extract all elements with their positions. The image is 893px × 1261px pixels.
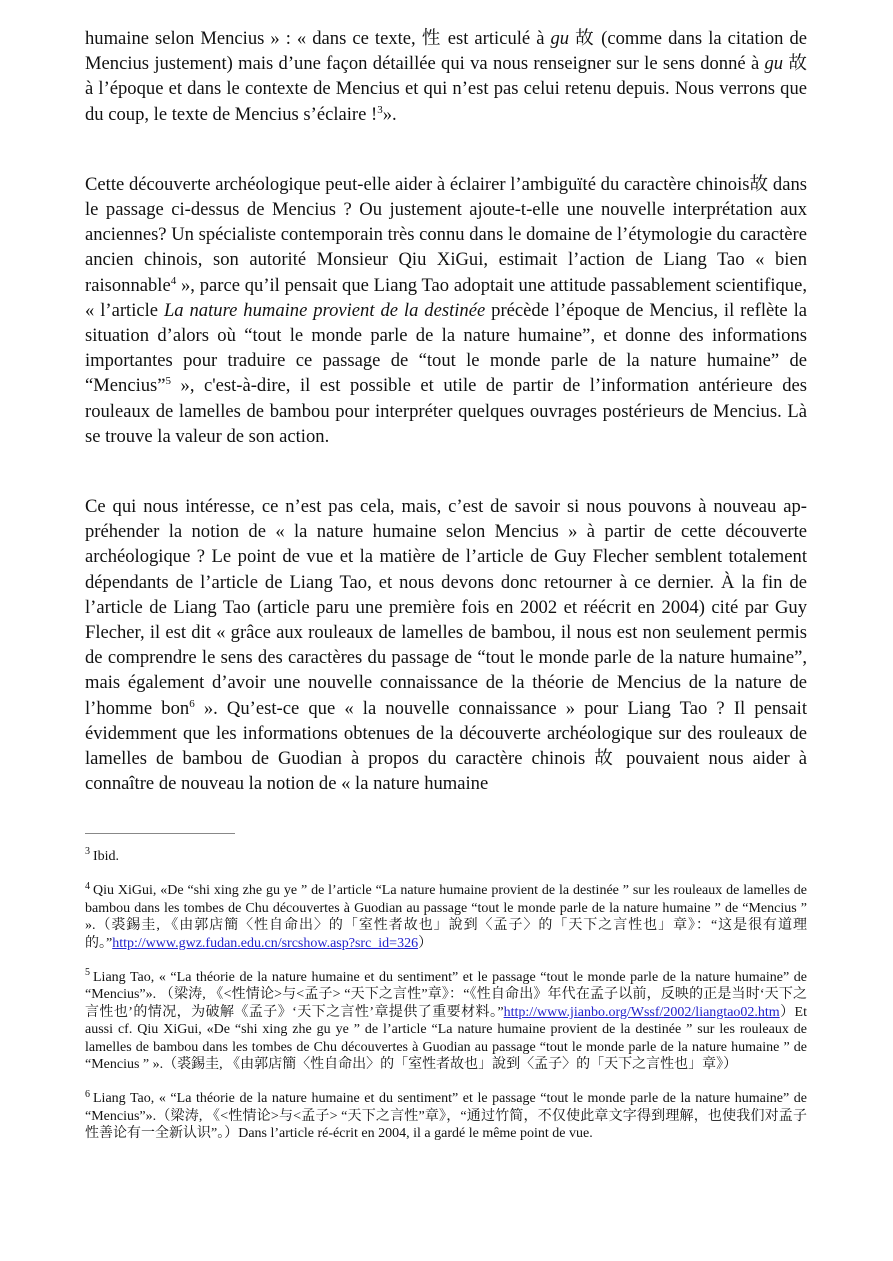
paragraph-1 — [85, 26, 807, 127]
text-segment: ） — [418, 935, 433, 951]
text-segment: », parce qu’il pensait que Liang Tao adoptait une attitude passablement scientifique, « l’article — [85, 274, 807, 321]
footnote-number: 3 — [85, 846, 90, 858]
text-segment: humaine selon Mencius » : « dans ce texte, 性 est articulé à — [85, 28, 551, 49]
text-segment: Ce qui nous intéresse, ce n’est pas cela, mais, c’est de savoir si nous pouvons à nouveau appréhender la notion de « la nature humaine selon Mencius » à partir de cette découverte archéologique ? Le point de vue et la matière de l’article de Guy Flecher semblent totalement dépendants de l’article de Liang Tao, et nous devons donc retourner à ce dernier. À la fin de l’article de Liang Tao (article paru une première fois en 2002 et réécrit en 2004) cité par Guy Flecher, il est dit « grâce aux rouleaux de lamelles de bambou, il nous est non seulement permis de comprendre le sens des caractères du passage de “tout le monde parle de la nature humaine”, mais également d’avoir une nouvelle connaissance de la théorie de Mencius de la nature de l’homme bon — [85, 496, 807, 719]
footnote-reference[interactable]: 4 — [170, 274, 177, 287]
footnote-6 — [85, 1090, 807, 1142]
italic-text: gu — [764, 53, 784, 75]
paragraph-3 — [85, 494, 807, 796]
footnote-link[interactable]: http://www.gwz.fudan.edu.cn/srcshow.asp?src_id=326 — [112, 935, 419, 951]
document-body — [85, 26, 807, 796]
footnote-link[interactable]: http://www.jianbo.org/Wssf/2002/liangtao02.htm — [503, 1004, 780, 1020]
text-segment: Cette découverte archéologique peut-elle aider à éclairer l’ambiguïté du caractère chinois故 dans le passage ci-dessus de Mencius ? Ou justement ajoute-t-elle une nouvelle interprétation aux anciennes? Un spécialiste contemporain très connu dans le domaine de l’étymologie du caractère ancien chinois, son autorité Monsieur Qiu XiGui, estimait l’action de Liang Tao « bien raisonnable — [85, 173, 807, 296]
footnote-number: 5 — [85, 967, 90, 979]
footnotes — [85, 848, 807, 1160]
text-segment: Liang Tao, « “La théorie de la nature humaine et du sentiment” et le passage “tout le monde parle de la nature humaine” de “Mencius”». （梁涛, 《<性情论>与<孟子> “天下之言性”章》：“《性自命出》年代在孟子以前，反映的正是当时‘天下之言性也’的情况，为破解《孟子》‘天下之言性’章提供了重要材料。” — [85, 970, 807, 1020]
text-segment: ». — [382, 103, 397, 125]
italic-text: gu — [550, 28, 570, 49]
text-segment: Qiu XiGui, «De “shi xing zhe gu ye ” de l’article “La nature humaine provient de la destinée ” sur les rouleaux de lamelles de bambou dans les tombes de Chu découvertes à Guodian au passage “tout le monde parle de la nature humaine ” de “Mencius ” ».（裘錫圭, 《由郭店簡〈性自命出〉的「室性者故也」說到〈孟子〉的「天下之言性也」章》：“这是很有道理的。” — [85, 883, 807, 951]
footnote-reference[interactable]: 3 — [377, 103, 383, 116]
paragraph-2 — [85, 172, 807, 449]
text-segment: ）Et aussi cf. Qiu XiGui, «De “shi xing zhe gu ye ” de l’article “La nature humaine provient de la destinée ” sur les rouleaux de lamelles de bambou dans les tombes de Chu découvertes à Guodian au passage “tout le monde parle de la nature humaine ” de “Mencius ” ».（裘錫圭, 《由郭店簡〈性自命出〉的「室性者故也」說到〈孟子〉的「天下之言性也」章》） — [85, 1004, 807, 1073]
footnote-reference[interactable]: 6 — [189, 697, 195, 710]
footnote-number: 4 — [85, 880, 90, 892]
footnote-number: 6 — [85, 1088, 90, 1100]
footnote-4 — [85, 882, 807, 952]
text-segment: 故 (comme dans la citation de Mencius justement) mais d’une façon détaillée qui va nous renseigner sur le sens donné à — [85, 28, 807, 75]
text-segment: », c'est-à-dire, il est possible et utile de partir de l’information antérieure des rouleaux de lamelles de bambou pour interpréter quelques ouvrages postérieurs de Mencius. Là se trouve la valeur de son action. — [85, 375, 807, 447]
footnote-5 — [85, 969, 807, 1073]
footnote-3 — [85, 848, 807, 865]
text-segment: ». Qu’est-ce que « la nouvelle connaissance » pour Liang Tao ? Il pensait évidemment que les informations obtenues de la découverte archéologique sur des rouleaux de lamelles de bambou de Guodian à propos du caractère chinois 故 pouvaient nous aider à connaître de nouveau la notion de « la nature humaine — [85, 697, 807, 795]
text-segment: précède l’époque de Mencius, il reflète la situation d’alors où “tout le monde parle de la nature humaine”, et donne des informations importantes pour traduire ce passage de “tout le monde parle de la nature humaine” de “Mencius” — [85, 299, 808, 397]
text-segment: 故 à l’époque et dans le contexte de Mencius et qui n’est pas celui retenu depuis. Nous verrons que du coup, le texte de Mencius s’éclaire ! — [85, 53, 807, 125]
footnote-reference[interactable]: 5 — [165, 375, 172, 388]
footnote-separator — [85, 833, 235, 834]
text-segment: Ibid. — [93, 849, 120, 864]
italic-text: La nature humaine provient de la destinée — [163, 299, 486, 321]
text-segment: Liang Tao, « “La théorie de la nature humaine et du sentiment” et le passage “tout le monde parle de la nature humaine” de “Mencius”».（梁涛, 《<性情论>与<孟子> “天下之言性”章》，“通过竹简，不仅使此章文字得到理解，也使我们对孟子性善论有一全新认识”。）Dans l’article ré-écrit en 2004, il a gardé le même point de vue. — [85, 1091, 807, 1142]
